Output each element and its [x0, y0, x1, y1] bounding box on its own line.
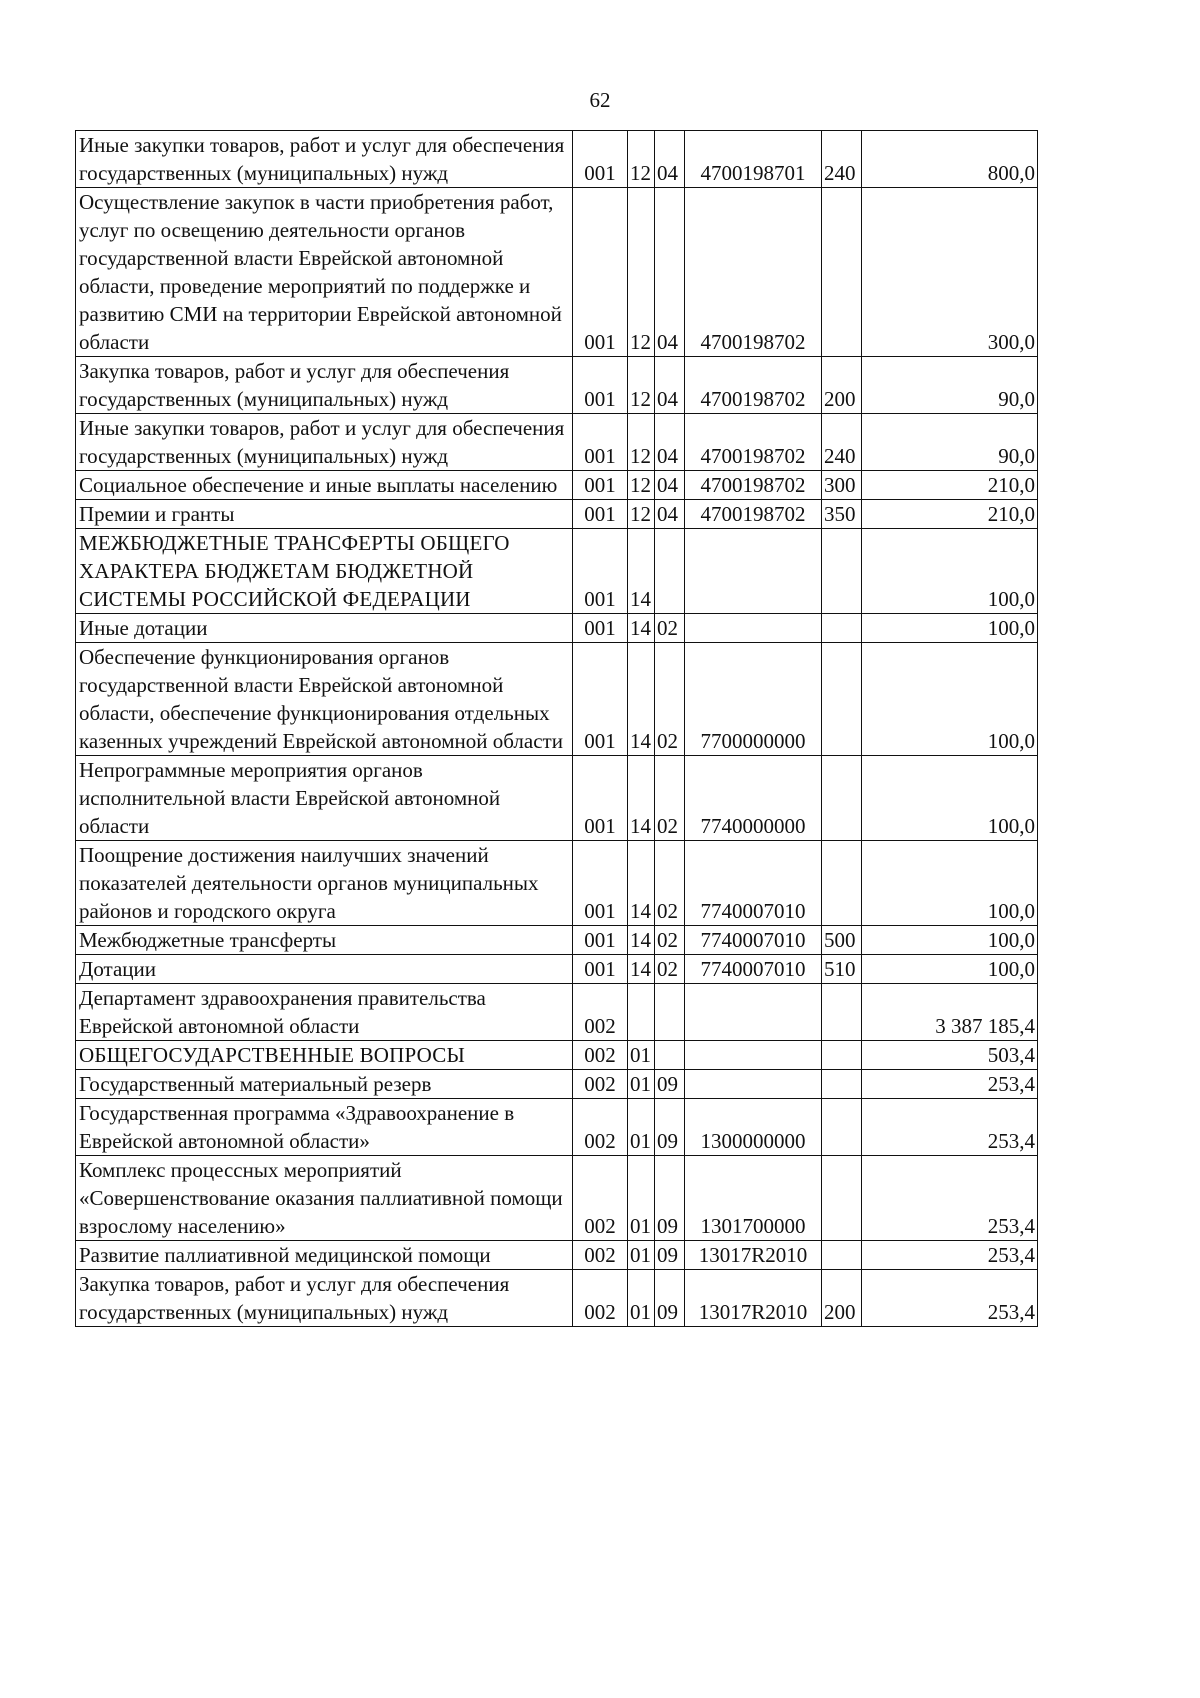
- expense-type-cell: 240: [822, 131, 862, 188]
- expense-type-cell: [822, 1070, 862, 1099]
- section-cell: 12: [628, 500, 655, 529]
- row-name: Департамент здравоохранения правительства Еврейской автономной области: [76, 984, 573, 1041]
- row-name: Иные закупки товаров, работ и услуг для обеспечения государственных (муниципальных) нужд: [76, 414, 573, 471]
- section-cell: 14: [628, 926, 655, 955]
- row-name: Иные закупки товаров, работ и услуг для обеспечения государственных (муниципальных) нужд: [76, 131, 573, 188]
- target-article-cell: 7740007010: [685, 926, 822, 955]
- grbs-cell: 001: [573, 188, 628, 357]
- target-article-cell: 4700198702: [685, 414, 822, 471]
- table-row: [76, 1041, 1038, 1070]
- section-cell: 01: [628, 1270, 655, 1327]
- grbs-cell: 001: [573, 500, 628, 529]
- subsection-cell: 09: [655, 1241, 685, 1270]
- target-article-cell: 7740007010: [685, 841, 822, 926]
- row-name: Поощрение достижения наилучших значений показателей деятельности органов муниципальных районов и городского округа: [76, 841, 573, 926]
- expense-type-cell: [822, 1041, 862, 1070]
- sum-cell: 210,0: [862, 500, 1038, 529]
- row-name: Закупка товаров, работ и услуг для обеспечения государственных (муниципальных) нужд: [76, 357, 573, 414]
- target-article-cell: 4700198702: [685, 500, 822, 529]
- target-article-cell: 7740007010: [685, 955, 822, 984]
- target-article-cell: 4700198702: [685, 471, 822, 500]
- target-article-cell: 7740000000: [685, 756, 822, 841]
- grbs-cell: 001: [573, 756, 628, 841]
- section-cell: 01: [628, 1099, 655, 1156]
- subsection-cell: 04: [655, 471, 685, 500]
- sum-cell: 253,4: [862, 1156, 1038, 1241]
- table-row: [76, 414, 1038, 471]
- table-row: [76, 188, 1038, 357]
- sum-cell: 300,0: [862, 188, 1038, 357]
- expense-type-cell: 500: [822, 926, 862, 955]
- grbs-cell: 001: [573, 357, 628, 414]
- sum-cell: 100,0: [862, 756, 1038, 841]
- section-cell: 14: [628, 643, 655, 756]
- grbs-cell: 002: [573, 1099, 628, 1156]
- expense-type-cell: 510: [822, 955, 862, 984]
- target-article-cell: [685, 984, 822, 1041]
- grbs-cell: 002: [573, 1241, 628, 1270]
- table-row: [76, 1099, 1038, 1156]
- expense-type-cell: [822, 1099, 862, 1156]
- sum-cell: 100,0: [862, 955, 1038, 984]
- section-cell: 01: [628, 1070, 655, 1099]
- row-name: Иные дотации: [76, 614, 573, 643]
- table-row: [76, 1070, 1038, 1099]
- row-name: Межбюджетные трансферты: [76, 926, 573, 955]
- target-article-cell: [685, 1041, 822, 1070]
- row-name: ОБЩЕГОСУДАРСТВЕННЫЕ ВОПРОСЫ: [76, 1041, 573, 1070]
- table-row: [76, 357, 1038, 414]
- expense-type-cell: 300: [822, 471, 862, 500]
- row-name: Развитие паллиативной медицинской помощи: [76, 1241, 573, 1270]
- row-name: Обеспечение функционирования органов государственной власти Еврейской автономной области, обеспечение функционирования отдельных казенных учреждений Еврейской автономной области: [76, 643, 573, 756]
- subsection-cell: 02: [655, 643, 685, 756]
- section-cell: 12: [628, 471, 655, 500]
- section-cell: 14: [628, 529, 655, 614]
- expense-type-cell: 200: [822, 357, 862, 414]
- subsection-cell: 02: [655, 756, 685, 841]
- subsection-cell: 09: [655, 1099, 685, 1156]
- expense-type-cell: [822, 984, 862, 1041]
- table-row: [76, 131, 1038, 188]
- table-row: [76, 643, 1038, 756]
- sum-cell: 100,0: [862, 614, 1038, 643]
- grbs-cell: 001: [573, 131, 628, 188]
- subsection-cell: 02: [655, 614, 685, 643]
- grbs-cell: 001: [573, 643, 628, 756]
- expense-type-cell: [822, 756, 862, 841]
- table-row: [76, 1156, 1038, 1241]
- subsection-cell: 04: [655, 500, 685, 529]
- table-row: [76, 955, 1038, 984]
- row-name: Осуществление закупок в части приобретения работ, услуг по освещению деятельности органов государственной власти Еврейской автономной области, проведение мероприятий по поддержке и развитию СМИ на территории Еврейской автономной области: [76, 188, 573, 357]
- subsection-cell: 04: [655, 414, 685, 471]
- grbs-cell: 001: [573, 926, 628, 955]
- sum-cell: 90,0: [862, 357, 1038, 414]
- target-article-cell: 7700000000: [685, 643, 822, 756]
- section-cell: 14: [628, 955, 655, 984]
- row-name: Премии и гранты: [76, 500, 573, 529]
- grbs-cell: 001: [573, 414, 628, 471]
- table-row: [76, 984, 1038, 1041]
- expense-type-cell: [822, 643, 862, 756]
- expense-type-cell: [822, 188, 862, 357]
- subsection-cell: 09: [655, 1270, 685, 1327]
- section-cell: 01: [628, 1241, 655, 1270]
- expense-type-cell: 240: [822, 414, 862, 471]
- sum-cell: 800,0: [862, 131, 1038, 188]
- table-row: [76, 614, 1038, 643]
- subsection-cell: 02: [655, 841, 685, 926]
- target-article-cell: 4700198701: [685, 131, 822, 188]
- sum-cell: 253,4: [862, 1270, 1038, 1327]
- sum-cell: 253,4: [862, 1241, 1038, 1270]
- expense-type-cell: [822, 841, 862, 926]
- table-row: [76, 500, 1038, 529]
- subsection-cell: [655, 1041, 685, 1070]
- table-row: [76, 471, 1038, 500]
- section-cell: 01: [628, 1156, 655, 1241]
- table-row: [76, 756, 1038, 841]
- table-row: [76, 529, 1038, 614]
- section-cell: 14: [628, 614, 655, 643]
- target-article-cell: 13017R2010: [685, 1270, 822, 1327]
- expense-type-cell: 350: [822, 500, 862, 529]
- row-name: Комплекс процессных мероприятий «Совершенствование оказания паллиативной помощи взрослому населению»: [76, 1156, 573, 1241]
- subsection-cell: 09: [655, 1156, 685, 1241]
- target-article-cell: 13017R2010: [685, 1241, 822, 1270]
- subsection-cell: 09: [655, 1070, 685, 1099]
- section-cell: 12: [628, 414, 655, 471]
- section-cell: 12: [628, 131, 655, 188]
- subsection-cell: [655, 984, 685, 1041]
- sum-cell: 100,0: [862, 841, 1038, 926]
- subsection-cell: 02: [655, 955, 685, 984]
- target-article-cell: 4700198702: [685, 188, 822, 357]
- subsection-cell: 04: [655, 188, 685, 357]
- grbs-cell: 001: [573, 471, 628, 500]
- target-article-cell: [685, 1070, 822, 1099]
- page-number: 62: [589, 88, 611, 112]
- section-cell: 14: [628, 756, 655, 841]
- row-name: Государственный материальный резерв: [76, 1070, 573, 1099]
- sum-cell: 503,4: [862, 1041, 1038, 1070]
- sum-cell: 210,0: [862, 471, 1038, 500]
- grbs-cell: 002: [573, 1270, 628, 1327]
- section-cell: [628, 984, 655, 1041]
- row-name: Государственная программа «Здравоохранение в Еврейской автономной области»: [76, 1099, 573, 1156]
- sum-cell: 253,4: [862, 1070, 1038, 1099]
- row-name: Дотации: [76, 955, 573, 984]
- sum-cell: 100,0: [862, 926, 1038, 955]
- expense-type-cell: [822, 529, 862, 614]
- sum-cell: 90,0: [862, 414, 1038, 471]
- section-cell: 14: [628, 841, 655, 926]
- target-article-cell: [685, 529, 822, 614]
- sum-cell: 253,4: [862, 1099, 1038, 1156]
- grbs-cell: 001: [573, 614, 628, 643]
- row-name: Закупка товаров, работ и услуг для обеспечения государственных (муниципальных) нужд: [76, 1270, 573, 1327]
- grbs-cell: 002: [573, 1156, 628, 1241]
- section-cell: 12: [628, 357, 655, 414]
- budget-table: [75, 130, 1038, 1327]
- row-name: Непрограммные мероприятия органов исполнительной власти Еврейской автономной области: [76, 756, 573, 841]
- row-name: МЕЖБЮДЖЕТНЫЕ ТРАНСФЕРТЫ ОБЩЕГО ХАРАКТЕРА БЮДЖЕТАМ БЮДЖЕТНОЙ СИСТЕМЫ РОССИЙСКОЙ ФЕДЕРАЦИИ: [76, 529, 573, 614]
- target-article-cell: 1300000000: [685, 1099, 822, 1156]
- expense-type-cell: [822, 1241, 862, 1270]
- table-row: [76, 841, 1038, 926]
- subsection-cell: 04: [655, 357, 685, 414]
- grbs-cell: 001: [573, 841, 628, 926]
- row-name: Социальное обеспечение и иные выплаты населению: [76, 471, 573, 500]
- target-article-cell: 1301700000: [685, 1156, 822, 1241]
- expense-type-cell: 200: [822, 1270, 862, 1327]
- table-row: [76, 1270, 1038, 1327]
- grbs-cell: 002: [573, 984, 628, 1041]
- sum-cell: 3 387 185,4: [862, 984, 1038, 1041]
- target-article-cell: [685, 614, 822, 643]
- sum-cell: 100,0: [862, 643, 1038, 756]
- grbs-cell: 001: [573, 955, 628, 984]
- subsection-cell: 02: [655, 926, 685, 955]
- subsection-cell: 04: [655, 131, 685, 188]
- expense-type-cell: [822, 1156, 862, 1241]
- section-cell: 12: [628, 188, 655, 357]
- subsection-cell: [655, 529, 685, 614]
- grbs-cell: 002: [573, 1041, 628, 1070]
- section-cell: 01: [628, 1041, 655, 1070]
- expense-type-cell: [822, 614, 862, 643]
- table-row: [76, 926, 1038, 955]
- sum-cell: 100,0: [862, 529, 1038, 614]
- target-article-cell: 4700198702: [685, 357, 822, 414]
- grbs-cell: 001: [573, 529, 628, 614]
- table-row: [76, 1241, 1038, 1270]
- grbs-cell: 002: [573, 1070, 628, 1099]
